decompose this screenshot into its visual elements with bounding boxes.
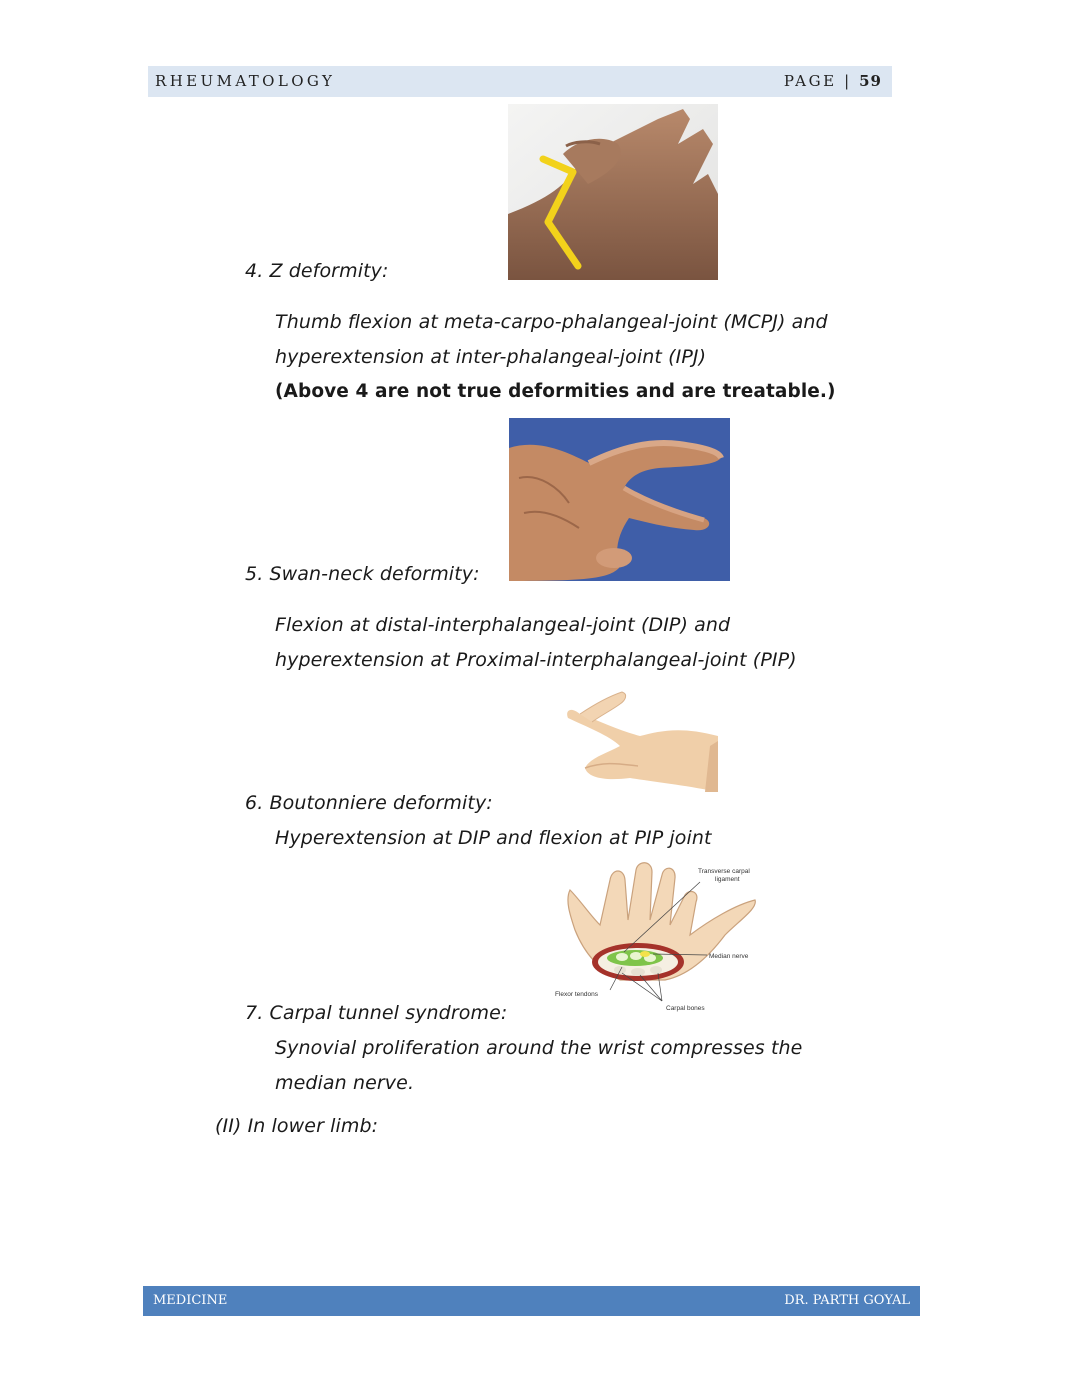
carpal-tunnel-diagram — [550, 860, 760, 1016]
footer-author: DR. PARTH GOYAL — [784, 1293, 910, 1308]
swan-neck-desc-2: hyperextension at Proximal-interphalangeal-joint (PIP) — [275, 649, 797, 671]
carpal-tunnel-heading: 7. Carpal tunnel syndrome: — [245, 1002, 508, 1024]
boutonniere-heading: 6. Boutonniere deformity: — [245, 792, 493, 814]
z-deformity-heading: 4. Z deformity: — [245, 260, 389, 282]
boutonniere-image — [560, 686, 718, 792]
page-label: PAGE | — [783, 72, 852, 90]
page-number: 59 — [859, 72, 882, 90]
header-title: RHEUMATOLOGY — [155, 72, 336, 90]
carpal-tunnel-desc-2: median nerve. — [275, 1072, 415, 1094]
page-footer — [143, 1286, 920, 1316]
header-page — [784, 72, 882, 90]
z-deformity-desc-2: hyperextension at inter-phalangeal-joint (IPJ) — [275, 346, 707, 368]
label-median-nerve: Median nerve — [709, 953, 749, 960]
swan-neck-image — [509, 418, 730, 581]
z-deformity-image — [508, 104, 718, 280]
label-transverse-carpal: Transverse carpal — [698, 868, 750, 875]
treatable-note: (Above 4 are not true deformities and are treatable.) — [275, 381, 836, 402]
swan-neck-heading: 5. Swan-neck deformity: — [245, 563, 480, 585]
footer-subject: MEDICINE — [153, 1293, 228, 1308]
carpal-tunnel-desc-1: Synovial proliferation around the wrist compresses the — [275, 1037, 803, 1059]
z-deformity-desc-1: Thumb flexion at meta-carpo-phalangeal-joint (MCPJ) and — [275, 311, 828, 333]
swan-neck-desc-1: Flexion at distal-interphalangeal-joint (DIP) and — [275, 614, 731, 636]
label-carpal-bones: Carpal bones — [666, 1005, 705, 1012]
label-flexor-tendons: Flexor tendons — [555, 991, 598, 998]
lower-limb-heading: (II) In lower limb: — [215, 1115, 379, 1137]
boutonniere-desc-1: Hyperextension at DIP and flexion at PIP joint — [275, 827, 712, 849]
label-ligament: ligament — [715, 876, 740, 883]
page-header — [148, 66, 892, 97]
